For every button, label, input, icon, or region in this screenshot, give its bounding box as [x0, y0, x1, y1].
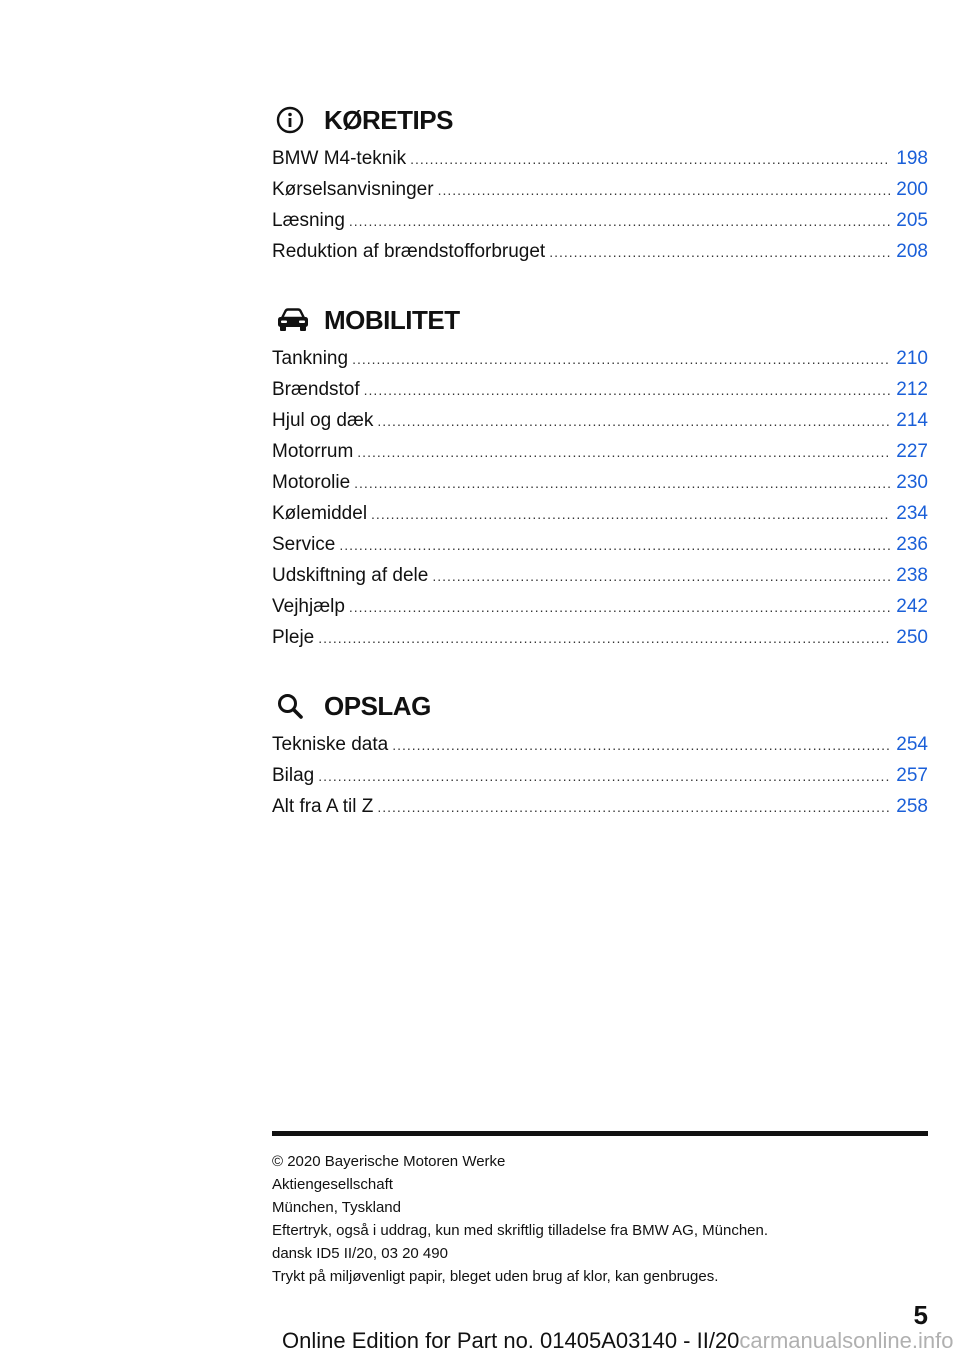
watermark-text: Online Edition for Part no. 01405A03140 - II/20: [282, 1328, 740, 1353]
toc-entry[interactable]: [272, 627, 928, 658]
toc-entry-label: Alt fra A til Z: [272, 796, 374, 817]
leader-dots: [364, 382, 891, 398]
toc-entry[interactable]: [272, 796, 928, 827]
toc-entry-label: Tankning: [272, 348, 349, 369]
table-of-contents: [272, 100, 928, 855]
section-heading: [272, 100, 928, 140]
toc-entry[interactable]: [272, 503, 928, 534]
toc-entry[interactable]: [272, 441, 928, 472]
leader-dots: [392, 737, 890, 753]
section-title: KØRETIPS: [324, 104, 453, 135]
toc-entry-label: Kølemiddel: [272, 503, 368, 524]
toc-entry-page-link[interactable]: 234: [896, 503, 928, 524]
leader-dots: [339, 537, 890, 553]
imprint-line: Trykt på miljøvenligt papir, bleget uden brug af klor, kan genbruges.: [272, 1268, 719, 1285]
leader-dots: [549, 244, 890, 260]
leader-dots: [410, 151, 890, 167]
info-icon: [276, 105, 312, 135]
imprint-line: © 2020 Bayerische Motoren Werke: [272, 1153, 506, 1170]
toc-entry[interactable]: [272, 565, 928, 596]
toc-entry[interactable]: [272, 210, 928, 241]
toc-entry-page-link[interactable]: 258: [896, 796, 928, 817]
car-icon: [276, 305, 312, 335]
toc-entry-label: Vejhjælp: [272, 596, 345, 617]
toc-entry-page-link[interactable]: 238: [896, 565, 928, 586]
leader-dots: [349, 213, 890, 229]
section-heading: [272, 300, 928, 340]
section-title: MOBILITET: [324, 304, 460, 335]
toc-entry-label: Udskiftning af dele: [272, 565, 429, 586]
toc-entry[interactable]: [272, 410, 928, 441]
toc-entry[interactable]: [272, 241, 928, 272]
leader-dots: [371, 506, 890, 522]
toc-entry-label: Kørselsanvisninger: [272, 179, 434, 200]
toc-entry-label: Motorolie: [272, 472, 351, 493]
toc-entry[interactable]: [272, 596, 928, 627]
toc-entry-page-link[interactable]: 200: [896, 179, 928, 200]
search-icon: [276, 691, 312, 721]
toc-entry-label: BMW M4-teknik: [272, 148, 407, 169]
leader-dots: [357, 444, 890, 460]
toc-entry-page-link[interactable]: 214: [896, 410, 928, 431]
leader-dots: [354, 475, 890, 491]
toc-entry[interactable]: [272, 179, 928, 210]
watermark-site: carmanualsonline.info: [739, 1328, 954, 1353]
toc-entry-page-link[interactable]: 236: [896, 534, 928, 555]
toc-entry[interactable]: [272, 472, 928, 503]
toc-entry-label: Service: [272, 534, 336, 555]
footer-divider: [272, 1131, 928, 1136]
toc-entry-page-link[interactable]: 254: [896, 734, 928, 755]
section-koeretips: [272, 100, 928, 272]
leader-dots: [432, 568, 890, 584]
imprint-line: München, Tyskland: [272, 1199, 401, 1216]
toc-entry-page-link[interactable]: 242: [896, 596, 928, 617]
imprint-line: Aktiengesellschaft: [272, 1176, 393, 1193]
leader-dots: [377, 413, 890, 429]
toc-entry-label: Bilag: [272, 765, 315, 786]
toc-entry[interactable]: [272, 379, 928, 410]
toc-entry-label: Læsning: [272, 210, 345, 231]
toc-entry-label: Tekniske data: [272, 734, 389, 755]
toc-entry-label: Motorrum: [272, 441, 354, 462]
imprint-line: dansk ID5 II/20, 03 20 490: [272, 1245, 448, 1262]
section-title: OPSLAG: [324, 690, 431, 721]
section-heading: [272, 686, 928, 726]
toc-entry-page-link[interactable]: 208: [896, 241, 928, 262]
toc-entry-label: Pleje: [272, 627, 315, 648]
page-number: 5: [913, 1300, 928, 1330]
toc-entry[interactable]: [272, 348, 928, 379]
section-mobilitet: [272, 300, 928, 658]
section-opslag: [272, 686, 928, 827]
toc-entry[interactable]: [272, 734, 928, 765]
toc-entry[interactable]: [272, 148, 928, 179]
toc-entry-page-link[interactable]: 198: [896, 148, 928, 169]
toc-entry[interactable]: [272, 765, 928, 796]
imprint-line: Eftertryk, også i uddrag, kun med skriftlig tilladelse fra BMW AG, München.: [272, 1222, 769, 1239]
leader-dots: [377, 799, 890, 815]
toc-entry-label: Brændstof: [272, 379, 360, 400]
toc-entry[interactable]: [272, 534, 928, 565]
toc-entry-label: Hjul og dæk: [272, 410, 374, 431]
leader-dots: [352, 351, 890, 367]
leader-dots: [318, 630, 890, 646]
leader-dots: [438, 182, 891, 198]
leader-dots: [318, 768, 890, 784]
toc-entry-page-link[interactable]: 227: [896, 441, 928, 462]
toc-entry-label: Reduktion af brændstofforbruget: [272, 241, 546, 262]
watermark: [282, 1328, 953, 1354]
leader-dots: [349, 599, 890, 615]
toc-entry-page-link[interactable]: 205: [896, 210, 928, 231]
toc-entry-page-link[interactable]: 250: [896, 627, 928, 648]
toc-entry-page-link[interactable]: 257: [896, 765, 928, 786]
toc-entry-page-link[interactable]: 230: [896, 472, 928, 493]
imprint: [272, 1150, 928, 1288]
toc-entry-page-link[interactable]: 212: [896, 379, 928, 400]
toc-entry-page-link[interactable]: 210: [896, 348, 928, 369]
